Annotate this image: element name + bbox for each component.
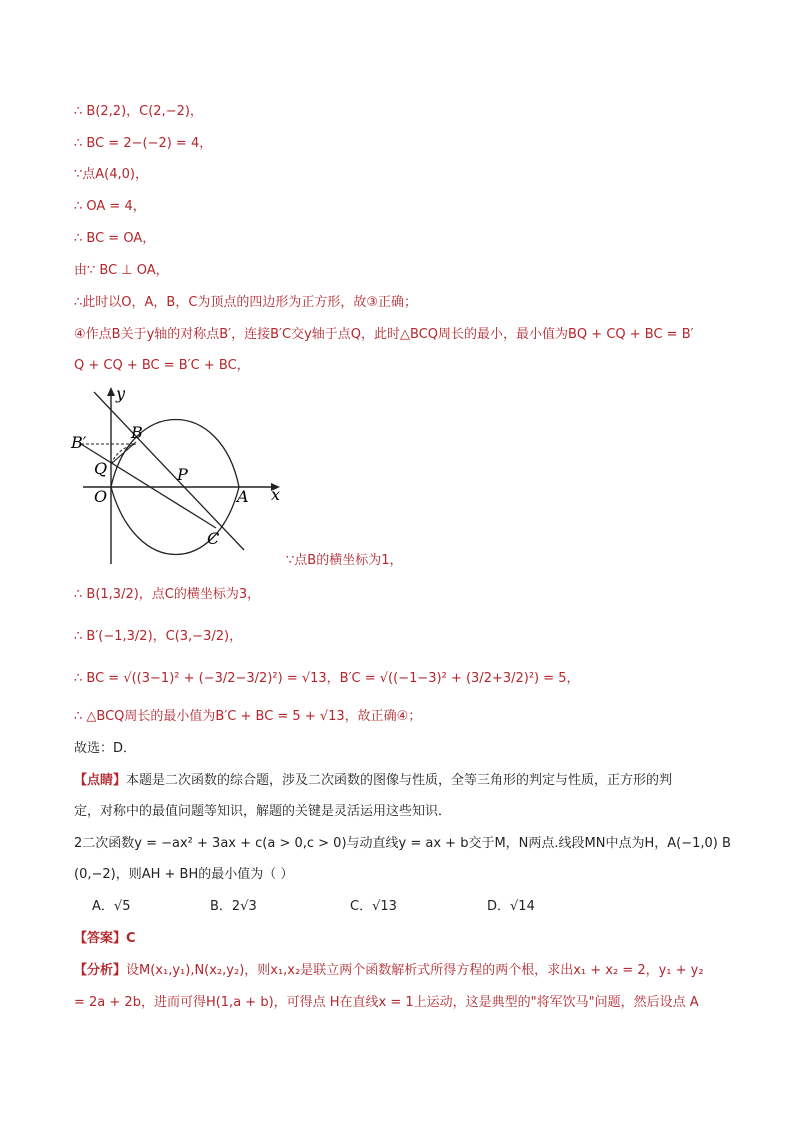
label-x: x bbox=[271, 485, 281, 504]
analysis-line-1 bbox=[74, 962, 704, 980]
option-a-value: √5 bbox=[113, 899, 131, 914]
figure-caption: ∵点B的横坐标为1， bbox=[286, 553, 403, 568]
comment-tag: 【点睛】 bbox=[74, 773, 127, 788]
solution-line-3: ∵点A(4,0)， bbox=[74, 167, 148, 182]
answer-tag: 【答案】 bbox=[74, 931, 127, 946]
option-b bbox=[210, 898, 257, 916]
comment-line-2: 定，对称中的最值问题等知识，解题的关键是灵活运用这些知识． bbox=[74, 804, 452, 819]
analysis-line-2: = 2a + 2b，进而可得H(1,a + b)，可得点 H在直线x = 1上运动，这是典型的"将军饮马"问题，然后设点 A bbox=[74, 995, 699, 1010]
label-o: O bbox=[94, 487, 108, 506]
label-a: A bbox=[237, 487, 249, 506]
line-q-b bbox=[111, 442, 136, 464]
solution-line-5: ∴ BC = OA， bbox=[74, 231, 156, 246]
option-d-label: D． bbox=[487, 899, 511, 914]
comment-text-1: 本题是二次函数的综合题，涉及二次函数的图像与性质，全等三角形的判定与性质，正方形的判 bbox=[126, 773, 673, 788]
option-a bbox=[92, 898, 130, 916]
parabola-figure bbox=[66, 382, 296, 570]
y-axis-arrow bbox=[107, 387, 115, 396]
question2-line-1: 2二次函数y = −ax² + 3ax + c(a > 0,c > 0)与动直线y = ax + b交于M，N两点.线段MN中点为H，A(−1,0) B bbox=[74, 836, 731, 851]
solution-line-4: ∴ OA = 4， bbox=[74, 199, 146, 214]
label-p: P bbox=[177, 465, 188, 484]
solution-line-7: ∴此时以O，A，B，C为顶点的四边形为正方形，故③正确； bbox=[74, 295, 418, 310]
option-c bbox=[350, 898, 397, 916]
answer-value: C bbox=[126, 931, 136, 946]
lower-parabola bbox=[111, 487, 239, 555]
analysis-text-1: 设M(x₁,y₁),N(x₂,y₂)，则x₁,x₂是联立两个函数解析式所得方程的两个根，求出x₁ + x₂ = 2，y₁ + y₂ bbox=[126, 963, 704, 978]
line-bc bbox=[94, 392, 244, 550]
question2-line-2: (0,−2)，则AH + BH的最小值为（ ） bbox=[74, 867, 294, 882]
option-b-value: 2√3 bbox=[231, 899, 257, 914]
label-c: C bbox=[207, 529, 220, 548]
solution-line-6: 由∵ BC ⊥ OA， bbox=[74, 263, 169, 278]
label-y: y bbox=[116, 384, 126, 403]
option-d bbox=[487, 898, 535, 916]
option-b-label: B． bbox=[210, 899, 232, 914]
after-line-3: ∴ BC = √((3−1)² + (−3/2−3/2)²) = √13，B′C = √((−1−3)² + (3/2+3/2)²) = 5， bbox=[74, 671, 580, 686]
solution-line-1: ∴ B(2,2)，C(2,−2)， bbox=[74, 104, 203, 119]
label-b: B bbox=[131, 423, 143, 442]
solution-line-2: ∴ BC = 2−(−2) = 4， bbox=[74, 136, 213, 151]
after-line-2: ∴ B′(−1,3/2)，C(3,−3/2)， bbox=[74, 629, 243, 644]
option-a-label: A． bbox=[92, 899, 114, 914]
after-line-4: ∴ △BCQ周长的最小值为B′C + BC = 5 + √13，故正确④； bbox=[74, 709, 422, 724]
label-b-prime: B′ bbox=[71, 433, 87, 452]
solution-line-8: ④作点B关于y轴的对称点B′，连接B′C交y轴于点Q，此时△BCQ周长的最小，最小值为BQ + CQ + BC = B′ bbox=[74, 327, 694, 342]
comment-line-1 bbox=[74, 772, 672, 790]
solution-line-9: Q + CQ + BC = B′C + BC， bbox=[74, 358, 250, 373]
option-c-label: C． bbox=[350, 899, 373, 914]
analysis-tag: 【分析】 bbox=[74, 963, 127, 978]
after-line-1: ∴ B(1,3/2)，点C的横坐标为3， bbox=[74, 587, 261, 602]
answer-choice: 故选：D． bbox=[74, 741, 137, 756]
option-d-value: √14 bbox=[510, 899, 535, 914]
option-c-value: √13 bbox=[372, 899, 397, 914]
answer-line bbox=[74, 930, 136, 948]
label-q: Q bbox=[94, 459, 108, 478]
line-bprime-c bbox=[81, 444, 216, 528]
